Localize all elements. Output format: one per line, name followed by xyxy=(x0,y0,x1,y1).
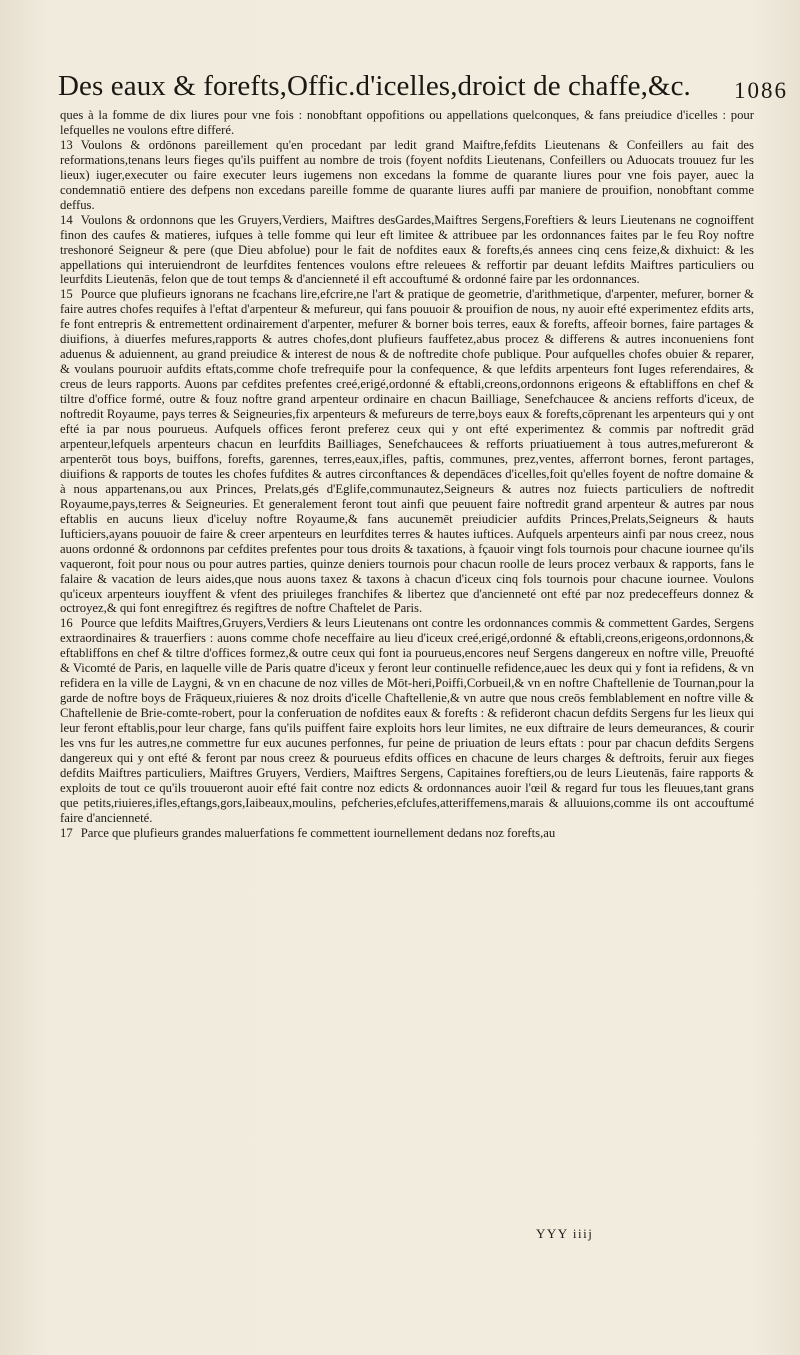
paragraph-number: 17 xyxy=(60,825,73,840)
paragraph xyxy=(60,138,754,213)
paragraph-number: 14 xyxy=(60,212,73,227)
paragraph xyxy=(60,213,754,288)
paragraph xyxy=(60,287,754,616)
running-header xyxy=(58,70,788,110)
paragraph-number: 16 xyxy=(60,616,73,631)
paragraph xyxy=(60,616,754,825)
paragraph-text: Parce que plufieurs grandes maluerfations fe commettent iournellement dedans noz forefts,au xyxy=(80,825,556,840)
body-text xyxy=(60,108,754,841)
paragraph-text: Pource que lefdits Maiftres,Gruyers,Verdiers & leurs Lieutenans ont contre les ordonnances commis & commettent Gardes, Sergens extraordinaires & trauerfiers : auons comme chofe neceffaire au lieu d'iceux creé,erigé,ordonné & eftabli,creons,erigeons,ordonnons,& eftabliffons en chef & tiltre d'offices formez,& outre ceux qui font ia pourueus,encores neuf Sergens dangereux en noftre ville, Preuofté & Vicomté de Paris, en laquelle ville de Paris quatre d'iceux y feront leur continuelle refidence,auec les deux qui y font ia refidens, & vn refidera en la ville de Laygni, & vn en chacune de noz villes de Mōt-heri,Poiffi,Corbueil,& vn en noftre Chaftellenie de Tournan,pour la garde de noftre boys de Frāqueux,riuieres & noz droits d'icelle Chaftellenie,& vn autre que nous creōs femblablement en noftre ville & Chaftellenie de Brie-comte-robert, pour la conferuation de nofdites eaux & forefts : & refideront chacun defdits Sergens fur les lieux qui leur feront eftablis,pour leur charge, fans qu'ils puiffent faire exploits hors leur limites, ne eux diftraire de leurs demeurances, & courir les vns fur les autres,ne commettre fur eux aucunes perfonnes, fur peine de priuation de leurs eftats : pour par chacun defdits Sergens dangereux qui y ont efté & feront par nous creez & pourueus efdits offices en chacune de leurs charges & deftroits, feruir aux fieges defdits Maiftres particuliers, Maiftres Gruyers, Verdiers, Maiftres Sergens, Capitaines foreftiers,ou de leurs Lieutenās, faire rapports & exploits de tout ce qu'ils trouueront auoir efté fait contre noz edicts & ordonnances auoir l'œil & regard fur tous les fleuues,tant grans que petits,riuieres,ifles,eftangs,gors,Iaibeaux,moulins, pefcheries,efclufes,atteriffemens,marais & alluuions,comme ils ont accouftumé faire d'ancienneté. xyxy=(60,616,754,825)
paragraph-number: 15 xyxy=(60,287,73,302)
page-number: 1086 xyxy=(734,78,788,103)
page-title: Des eaux & forefts,Offic.d'icelles,droict de chaffe,&c. xyxy=(58,70,691,102)
page-footer xyxy=(60,1226,754,1246)
paragraph xyxy=(60,826,754,841)
paragraph-text: Pource que plufieurs ignorans ne fcachans lire,efcrire,ne l'art & pratique de geometrie, d'arithmetique, d'arpenter, mefurer, borner & faire autres chofes requifes à l'eftat d'arpenteur & mefureur, qui fans pouuoir & prouifion de nous, ny auoir efté experimentez efdits arts, fe font entrepris & entremettent ordinairement d'arpenter, mefurer & borner bois terres, eaux & forefts, affeoir bornes, faire partages & diuifions, à diuerfes mefures,rapports & autres chofes,dont plufieurs fauffetez,abus procez & differens & autres inconueniens font aduenus & aduiennent, au grand preiudice & interest de nous & de noftredite chofe publique. Pour aufquelles chofes obuier & reparer, & voulans pouruoir aufdits eftats,comme chofe trefrequife pour la confequence, & que lefdits arpenteurs font Iuges referendaires, & creus de leurs rapports. Auons par cefdites prefentes creé,erigé,ordonné & eftabli,creons,ordonnons erigeons & eftabliffons en chef & tiltre d'office formé, outre & fouz noftre grand arpenteur ordinaire en chacun Bailliage, Senefchaucee & anciens refforts d'iceux, de noftredit Royaume, pays terres & Seigneuries,fix arpenteurs & mefureurs de terre,boys eaux & forefts,cōprenant les arpenteurs qui y ont efté ia par nous pourueus. Aufquels offices feront preferez ceux qui y ont efté experimentez & commis par noftredit grād arpenteur,lefquels arpenteurs chacun en leurfdits Bailliages, Senefchaucees & refforts priuatiuement à tous autres,mefureront & arpenterōt tous boys, buiffons, forefts, garennes, terres,eaux,ifles, paftis, communes, prez,ventes, afferront bornes, feront partages, diuifions & rapports de toutes les chofes fufdites & autres circonftances & dependāces d'icelles,foit qu'elles foyent de noftre domaine & à nous appartenans,ou aux Princes, Prelats,gés d'Eglife,communautez,Seigneurs & autres noz fuiects particuliers de noftredit Royaume,pays,terres & Seigneuries. Et generalement feront tout ainfi que peuuent faire noftredit grand arpenteur & autres par nous eftablis en aucuns lieux d'iceluy noftre Royaume,& fans aucunemēt preiudicier aufdits Princes,Prelats,Seigneurs & hauts Iufticiers,ayans pouuoir de faire & creer arpenteurs en leurfdites terres & hautes iuftices. Aufquels arpenteurs ainfi par nous creez, nous auons ordonné & ordonnons par cefdites prefentes pour tous droits & taxations, à fçauoir vingt fols tournois pour chacune iournee qu'ils vaqueront, foit pour nous ou pour autres parties, quinze deniers tournois pour chacun roolle de leurs procez verbaux & rapports, fans le falaire & vacation de leurs aides,que nous auons taxez & taxons à chacun d'iceux cinq fols tournois pour chacune iournee. Voulons qu'iceux arpenteurs iouyffent & vfent des priuileges franchifes & libertez que d'ancienneté ont efté par noz predeceffeurs donnez & octroyez,& qui font enregiftrez és regiftres de noftre Chaftelet de Paris. xyxy=(60,287,754,616)
signature-mark: YYY iiij xyxy=(536,1226,594,1241)
paragraph-text: Voulons & ordōnons pareillement qu'en procedant par ledit grand Maiftre,fefdits Lieutenans & Confeillers au fait des reformations,tenans leurs fieges qu'ils puiffent au nombre de trois (foyent nofdits Lieutenans, Confeillers ou Aduocats trouuez fur les lieux) iuger,executer ou faire executer leurs iugemens non excedans la fomme de quarante liures pour vne fois payer, auec la condemnatiō entiere des defpens non excedans pareille fomme de quarante liures auffi par maniere de prouifion, nonobftant comme deffus. xyxy=(60,137,754,212)
paragraph-text: ques à la fomme de dix liures pour vne fois : nonobftant oppofitions ou appellations quelconques, & fans preiudice d'icelles : pour lefquelles ne voulons eftre differé. xyxy=(60,108,754,137)
paragraph-number: 13 xyxy=(60,137,73,152)
paragraph xyxy=(60,108,754,138)
paragraph-text: Voulons & ordonnons que les Gruyers,Verdiers, Maiftres desGardes,Maiftres Sergens,Foreftiers & leurs Lieutenans ne cognoiffent finon des caufes & matieres, iufques à telle fomme qui leur eft limitee & attribuee par les ordonnances faites par le feu Roy noftre treshonoré Seigneur & pere (que Dieu abfolue) pour le fait de nofdites eaux & forefts,és annees cinq cens feize,& dixhuict: & les appellations qui interuiendront de leurfdites fentences voulons eftre releuees & reffortir par deuant lefdits Maiftres particuliers ou leurfdits Lieutenās, felon que de tout temps & d'ancienneté il eft accouftumé & ordonné faire par les ordonnances. xyxy=(60,212,754,287)
